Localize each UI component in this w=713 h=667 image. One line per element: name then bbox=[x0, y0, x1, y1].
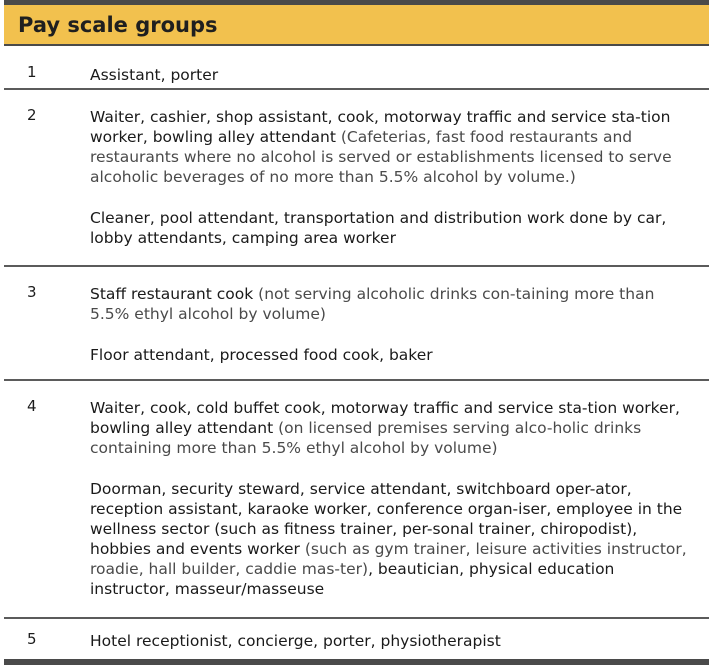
table-row bbox=[4, 619, 709, 659]
group-content bbox=[90, 107, 689, 248]
group-content bbox=[90, 631, 689, 651]
entry-title: Hotel receptionist, concierge, porter, physiotherapist bbox=[90, 632, 501, 650]
group-number: 4 bbox=[27, 397, 37, 415]
entry-note: (on licensed premises serving alco-holic drinks containing more than 5.5% ethyl alcohol by volume) bbox=[90, 419, 642, 457]
entry-title: Cleaner, pool attendant, transportation and distribution work done by car, lobby attendants, camping area worker bbox=[90, 209, 667, 247]
entry-title: Floor attendant, processed food cook, baker bbox=[90, 346, 433, 364]
group-content bbox=[90, 65, 689, 85]
table-title: Pay scale groups bbox=[18, 12, 218, 37]
group-content bbox=[90, 284, 689, 365]
table-row bbox=[4, 46, 709, 90]
group-entry bbox=[90, 107, 689, 187]
group-entry bbox=[90, 345, 689, 365]
group-number: 1 bbox=[27, 63, 37, 81]
table-row bbox=[4, 90, 709, 267]
group-entry bbox=[90, 65, 689, 85]
entry-title: Assistant, porter bbox=[90, 66, 219, 84]
group-entry bbox=[90, 284, 689, 324]
table-row bbox=[4, 381, 709, 619]
entry-note: (such as gym trainer, leisure activities instructor, roadie, hall builder, caddie mas-ter) bbox=[90, 540, 687, 578]
table-header bbox=[4, 5, 709, 44]
group-entry bbox=[90, 479, 689, 599]
group-number: 2 bbox=[27, 106, 37, 124]
group-number: 5 bbox=[27, 630, 37, 648]
entry-title: , beautician, physical education instructor, masseur/masseuse bbox=[90, 560, 615, 598]
bottom-rule bbox=[4, 659, 709, 665]
entry-title: Staff restaurant cook bbox=[90, 285, 254, 303]
group-number: 3 bbox=[27, 283, 37, 301]
group-entry bbox=[90, 631, 689, 651]
entry-title: Waiter, cashier, shop assistant, cook, motorway traffic and service sta-tion worker, bowling alley attendant bbox=[90, 108, 671, 146]
table-row bbox=[4, 267, 709, 381]
entry-note: (Cafeterias, fast food restaurants and restaurants where no alcohol is served or establishments licensed to serve alcoholic beverages of no more than 5.5% alcohol by volume.) bbox=[90, 128, 672, 186]
entry-title: Waiter, cook, cold buffet cook, motorway traffic and service sta-tion worker, bowling alley attendant bbox=[90, 399, 680, 437]
group-entry bbox=[90, 398, 689, 458]
pay-scale-table bbox=[4, 0, 709, 659]
group-content bbox=[90, 398, 689, 599]
entry-title: Doorman, security steward, service attendant, switchboard oper-ator, reception assistant, karaoke worker, conference organ-iser, employee in the wellness sector (such as fitness trainer, per-sonal trainer, chiropodist), hobbies and events worker bbox=[90, 480, 683, 558]
group-entry bbox=[90, 208, 689, 248]
entry-note: (not serving alcoholic drinks con-taining more than 5.5% ethyl alcohol by volume) bbox=[90, 285, 655, 323]
